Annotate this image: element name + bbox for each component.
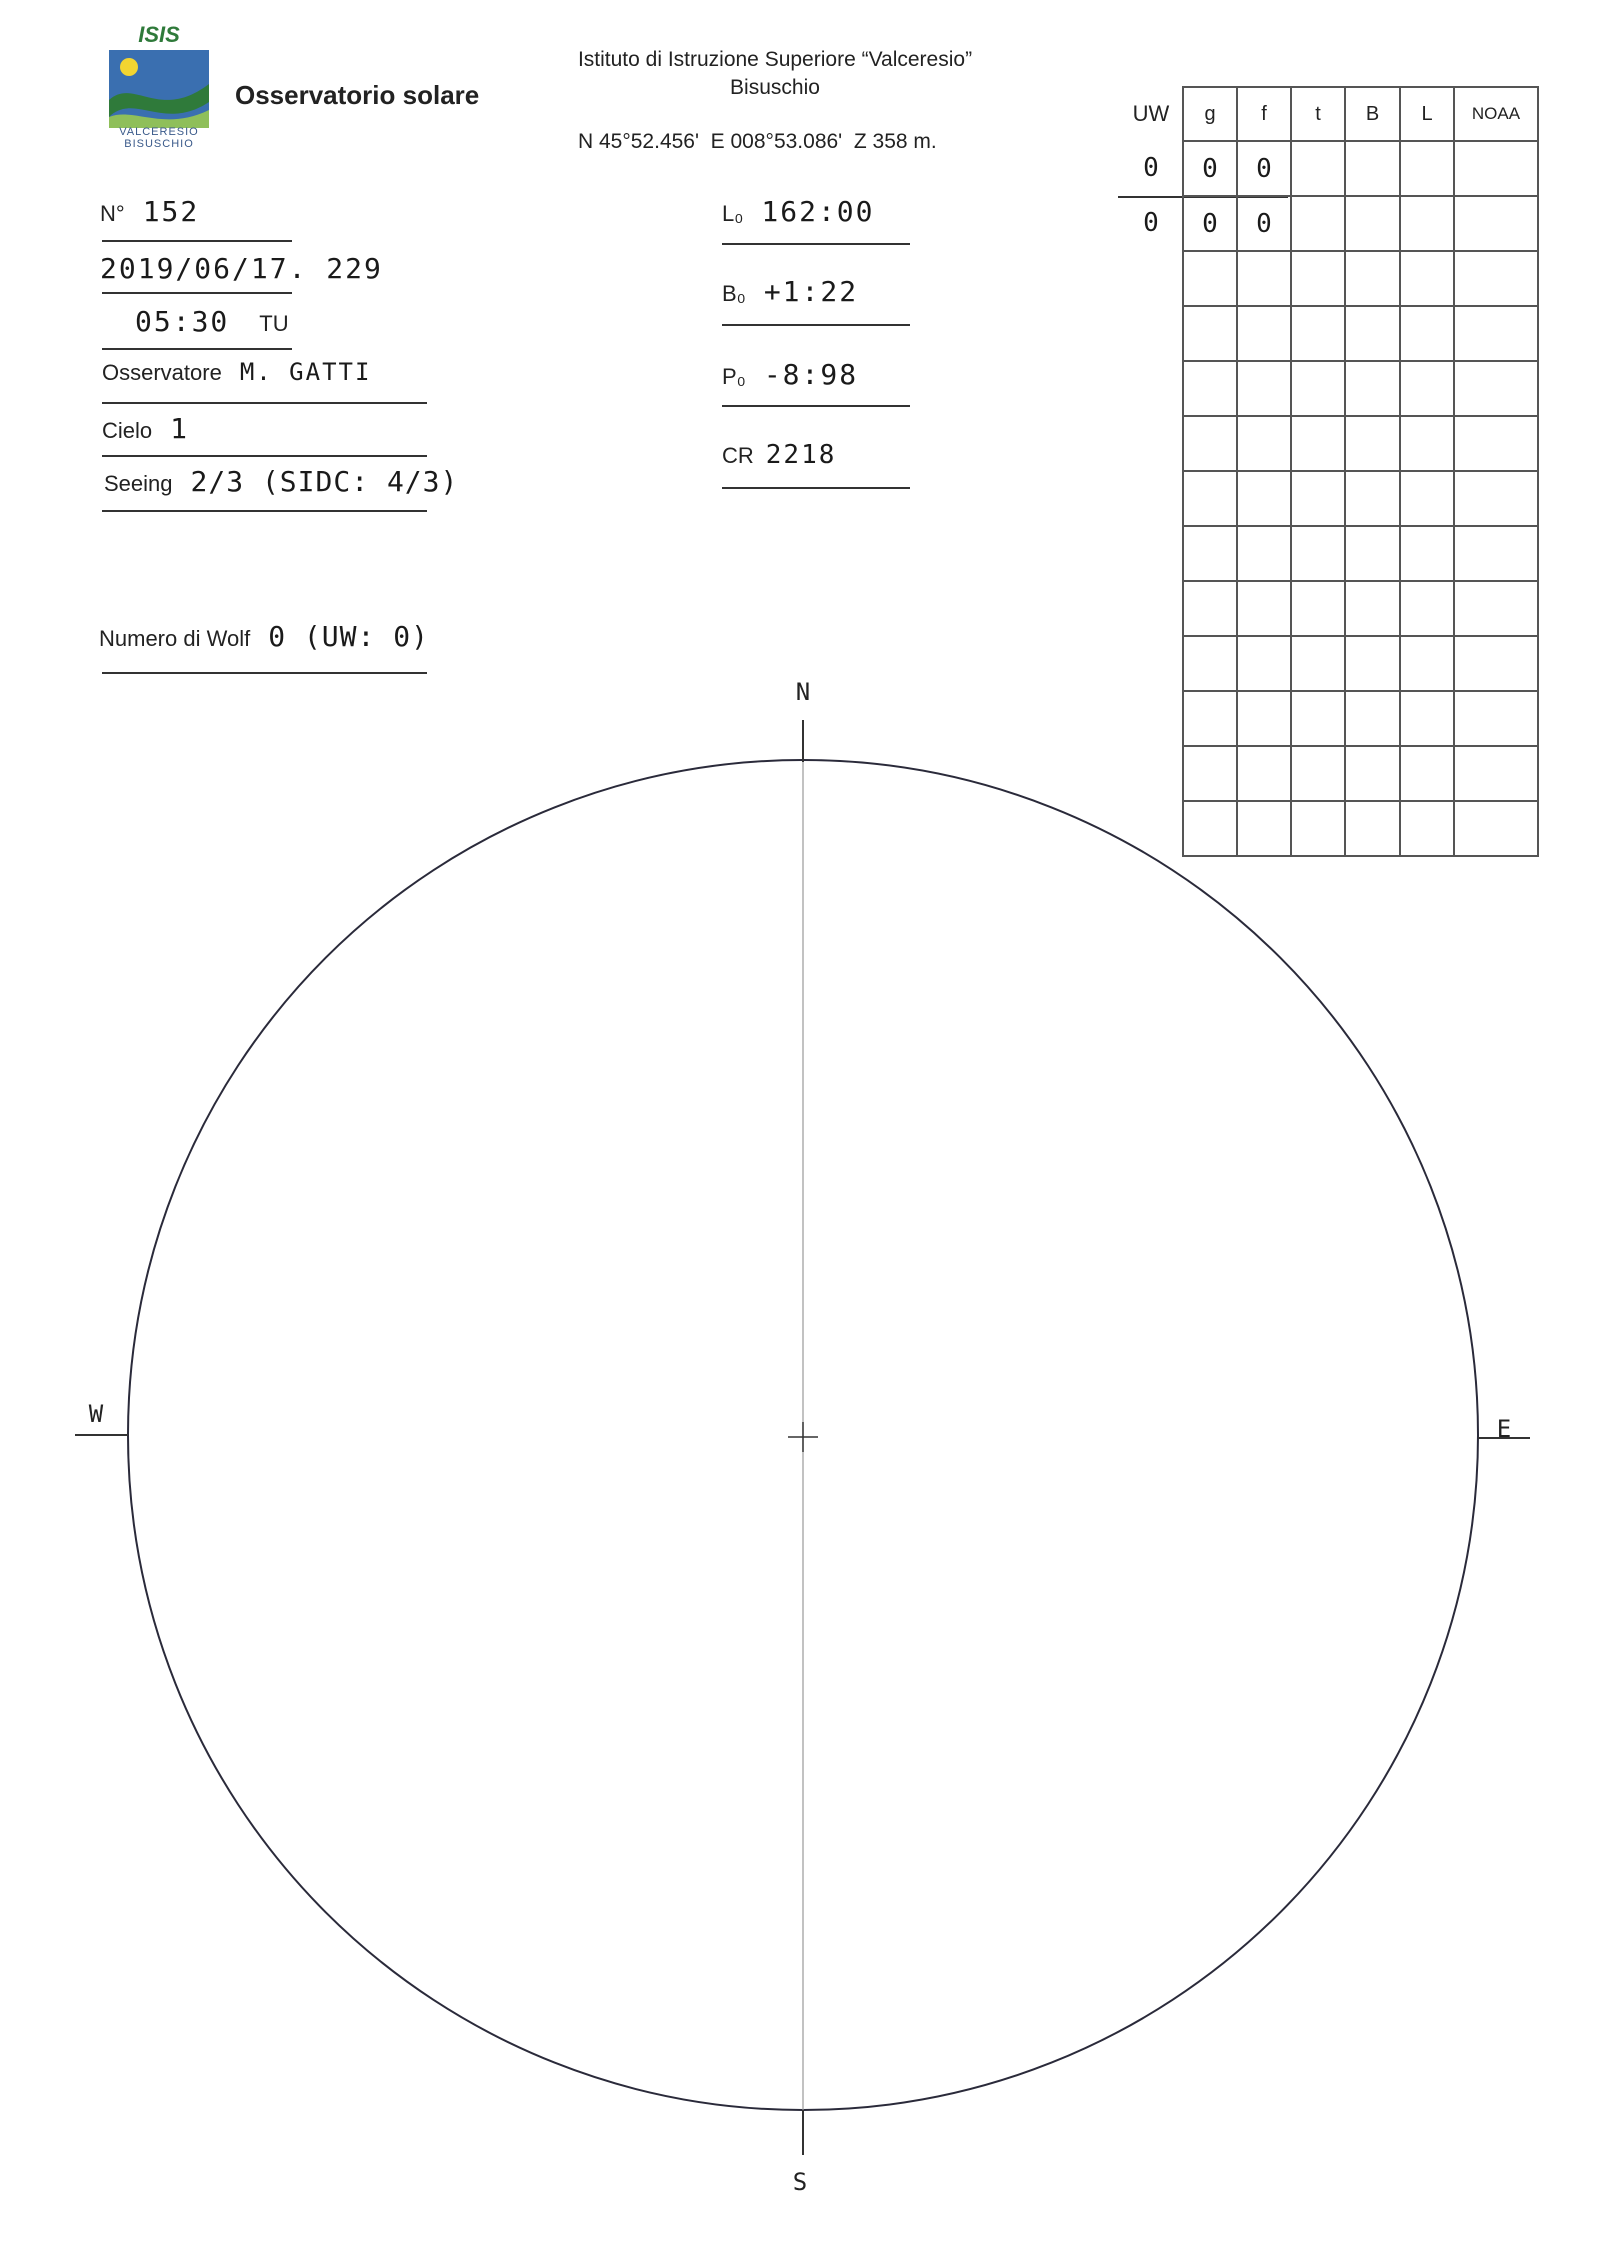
p0-value: -8:98 <box>763 358 859 391</box>
institute-town: Bisuschio <box>730 76 820 99</box>
logo-sub-line-2: BISUSCHIO <box>124 138 194 150</box>
time-unit: TU <box>259 311 289 336</box>
l0-label: L₀ <box>722 201 744 226</box>
p0-label: P₀ <box>722 364 746 389</box>
table-cell: 0 <box>1237 141 1291 196</box>
logo-mark: ISIS <box>138 22 180 47</box>
sky-label: Cielo <box>102 418 153 443</box>
cr-label: CR <box>722 443 754 468</box>
uw-value-2: 0 <box>1143 208 1159 238</box>
observatory-title: Osservatorio solare <box>235 80 480 110</box>
l0-value: 162:00 <box>761 195 875 228</box>
table-cell: 0 <box>1237 196 1291 251</box>
north-label: N <box>795 678 811 706</box>
col-header-t: t <box>1291 87 1345 141</box>
observer-value: M. GATTI <box>239 358 372 386</box>
table-cell: 0 <box>1183 196 1237 251</box>
seeing-label: Seeing <box>104 471 173 496</box>
cr-value: 2218 <box>765 440 837 470</box>
uw-header: UW <box>1132 101 1170 126</box>
col-header-l: L <box>1400 87 1454 141</box>
uw-value-1: 0 <box>1143 153 1159 183</box>
number-value: 152 <box>142 195 200 228</box>
seeing-value: 2/3 (SIDC: 4/3) <box>190 465 459 498</box>
col-header-noaa: NOAA <box>1454 87 1538 141</box>
sky-value: 1 <box>170 412 189 445</box>
table-cell: 0 <box>1183 141 1237 196</box>
logo-sub-line-1: VALCERESIO <box>119 126 199 138</box>
col-header-f: f <box>1237 87 1291 141</box>
observer-label: Osservatore <box>102 360 222 385</box>
wolf-value: 0 (UW: 0) <box>268 620 429 653</box>
b0-label: B₀ <box>722 281 746 306</box>
institute-name: Istituto di Istruzione Superiore “Valceresio” <box>577 48 973 71</box>
col-header-g: g <box>1183 87 1237 141</box>
col-header-b: B <box>1345 87 1400 141</box>
number-label: N° <box>100 201 125 226</box>
station-coordinates: N 45°52.456' E 008°53.086' Z 358 m. <box>578 130 937 153</box>
date-value: 2019/06/17. 229 <box>100 252 383 285</box>
time-value: 05:30 <box>135 305 230 338</box>
south-label: S <box>792 2168 808 2196</box>
b0-value: +1:22 <box>763 275 859 308</box>
east-label: E <box>1496 1415 1512 1443</box>
west-label: W <box>88 1400 104 1428</box>
wolf-label: Numero di Wolf <box>99 626 251 651</box>
